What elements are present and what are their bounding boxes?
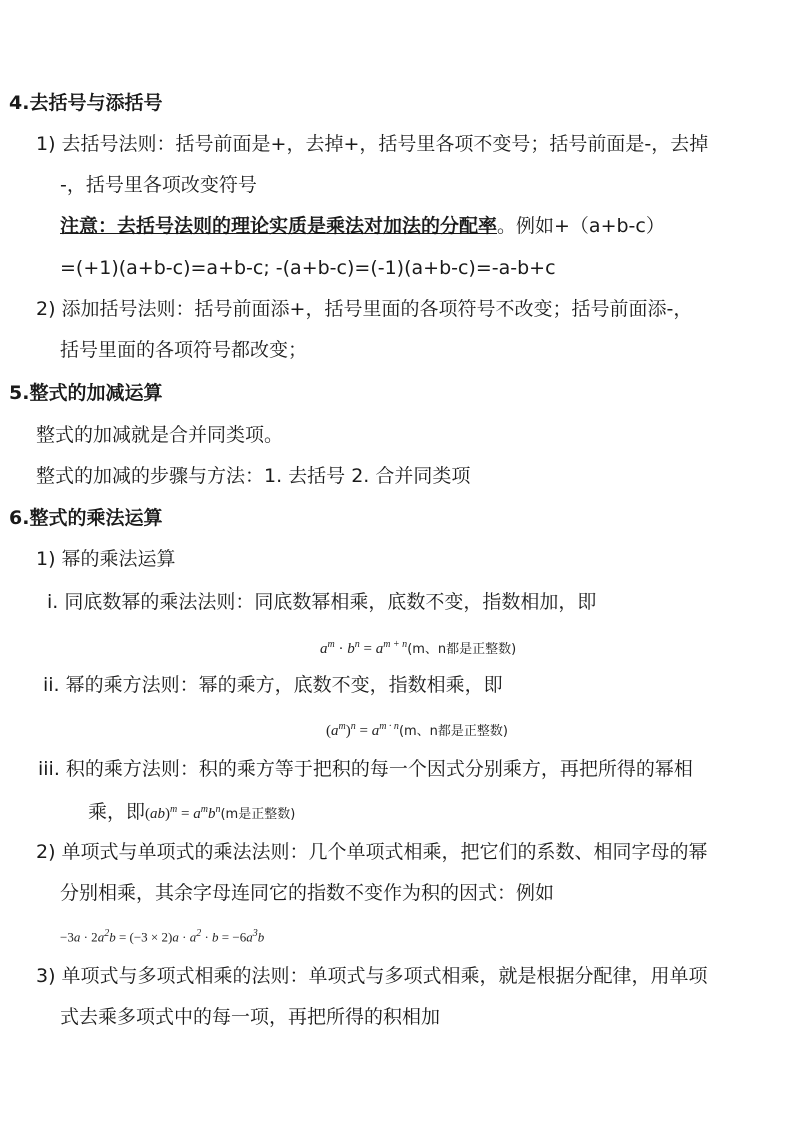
section-4-title: 4.去括号与添括号 — [9, 92, 163, 114]
monomial-rule-line-1: 2) 单项式与单项式的乘法法则：几个单项式相乘，把它们的系数、相同字母的幂 — [36, 841, 708, 863]
rule-ii: ii. 幂的乘方法则：幂的乘方，底数不变，指数相乘，即 — [43, 674, 503, 696]
rule-i: i. 同底数幂的乘法法则：同底数幂相乘，底数不变，指数相加，即 — [47, 591, 597, 613]
section-5-line-2: 整式的加减的步骤与方法：1. 去括号 2. 合并同类项 — [36, 465, 471, 487]
section-5-title: 5.整式的加减运算 — [9, 382, 163, 404]
formula-monomial-example: $-3a \cdot 2a^2b = (-3 \times 2)a \cdot a^2 \cdot b = -6a^3b$ — [60, 928, 265, 945]
rule-iii-line-1: iii. 积的乘方法则：积的乘方等于把积的每一个因式分别乘方，再把所得的幂相 — [38, 758, 693, 780]
formula-power-of-power: $(a^m)^n = a^{m \cdot n}(m$、n都是正整数) — [326, 721, 508, 739]
rule-iii-lead: 乘，即 — [88, 801, 146, 823]
power-ops-heading: 1) 幂的乘法运算 — [36, 548, 176, 570]
formula-3-note: (m是正整数) — [220, 807, 296, 822]
rule-2-line-1: 2) 添加括号法则：括号前面添+，括号里面的各项符号不改变；括号前面添-， — [36, 298, 693, 320]
poly-rule-line-2: 式去乘多项式中的每一项，再把所得的积相加 — [60, 1006, 441, 1028]
rule-1-line-2: -，括号里各项改变符号 — [60, 174, 257, 196]
rule-2-line-2: 括号里面的各项符号都改变； — [60, 339, 308, 361]
rule-1-line-1: 1) 去括号法则：括号前面是+，去掉+，括号里各项不变号；括号前面是-，去掉 — [36, 133, 709, 155]
rule-iii-line-2 — [88, 797, 295, 828]
section-5-line-1: 整式的加减就是合并同类项。 — [36, 424, 284, 446]
poly-rule-line-1: 3) 单项式与多项式相乘的法则：单项式与多项式相乘，就是根据分配律，用单项 — [36, 965, 708, 987]
note-emphasis: 注意：去括号法则的理论实质是乘法对加法的分配率 — [60, 215, 498, 237]
note-line — [60, 213, 665, 239]
note-example-start: 。例如+（a+b-c） — [497, 215, 665, 237]
example-line: =(+1)(a+b-c)=a+b-c; -(a+b-c)=(-1)(a+b-c)=-a-b+c — [60, 257, 556, 279]
formula-power-of-product: $(ab)^m = a^mb^n(m$是正整数) — [145, 804, 296, 822]
formula-1-note: (m、n都是正整数) — [407, 642, 517, 657]
section-6-title: 6.整式的乘法运算 — [9, 507, 163, 529]
monomial-rule-line-2: 分别相乘，其余字母连同它的指数不变作为积的因式：例如 — [60, 882, 555, 904]
formula-product-of-powers: $a^m \cdot b^n = a^{m + n}(m$、n都是正整数) — [320, 639, 517, 657]
formula-2-note: (m、n都是正整数) — [398, 724, 508, 739]
